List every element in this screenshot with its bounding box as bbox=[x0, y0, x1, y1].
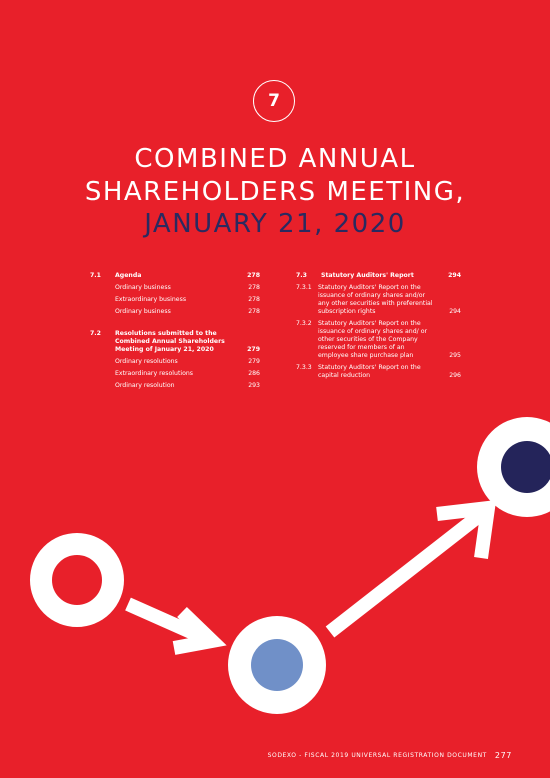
subsection-number: 7.3.1 bbox=[296, 284, 312, 291]
start-circle bbox=[41, 544, 113, 616]
subsection-page: 295 bbox=[449, 352, 461, 359]
toc-item[interactable] bbox=[90, 368, 260, 380]
chapter-number-badge: 7 bbox=[253, 80, 295, 122]
toc-section bbox=[90, 328, 260, 392]
section-page: 294 bbox=[448, 272, 461, 279]
toc-item[interactable] bbox=[90, 294, 260, 306]
item-title: Ordinary resolutions bbox=[115, 358, 178, 365]
toc-left-column bbox=[90, 270, 260, 398]
item-title: Ordinary business bbox=[115, 284, 171, 291]
item-title: Ordinary business bbox=[115, 308, 171, 315]
toc-section bbox=[296, 270, 461, 382]
page-title-line-1: COMBINED ANNUAL bbox=[134, 144, 416, 174]
section-number: 7.3 bbox=[296, 272, 307, 279]
toc-item[interactable] bbox=[90, 282, 260, 294]
middle-circle-fill bbox=[251, 639, 303, 691]
toc-subsection[interactable] bbox=[296, 318, 461, 362]
item-page: 293 bbox=[248, 382, 260, 389]
section-page: 278 bbox=[247, 272, 260, 279]
toc-section-heading[interactable] bbox=[90, 270, 260, 282]
subsection-title: Statutory Auditors' Report on the issuance of ordinary shares and/or any other securities with preferential subscription rights bbox=[318, 284, 433, 315]
item-page: 278 bbox=[248, 284, 260, 291]
page-number: 277 bbox=[494, 751, 512, 760]
toc-section-heading[interactable] bbox=[90, 328, 260, 356]
item-title: Extraordinary business bbox=[115, 296, 187, 303]
toc-subsection[interactable] bbox=[296, 362, 461, 382]
item-page: 286 bbox=[248, 370, 260, 377]
toc-item[interactable] bbox=[90, 380, 260, 392]
toc-item[interactable] bbox=[90, 306, 260, 318]
item-page: 279 bbox=[248, 358, 260, 365]
toc-item[interactable] bbox=[90, 356, 260, 368]
toc-subsection[interactable] bbox=[296, 282, 461, 318]
section-title: Statutory Auditors' Report bbox=[321, 272, 414, 279]
item-title: Ordinary resolution bbox=[115, 382, 175, 389]
footer-text: SODEXO - FISCAL 2019 UNIVERSAL REGISTRATION DOCUMENT bbox=[267, 752, 487, 759]
subsection-number: 7.3.2 bbox=[296, 320, 312, 327]
section-title: Agenda bbox=[115, 272, 142, 279]
subsection-number: 7.3.3 bbox=[296, 364, 312, 371]
subsection-page: 296 bbox=[449, 372, 461, 379]
section-number: 7.1 bbox=[90, 272, 101, 279]
arrow-shaft-2 bbox=[330, 515, 480, 632]
subsection-page: 294 bbox=[449, 308, 461, 315]
item-page: 278 bbox=[248, 308, 260, 315]
page-footer bbox=[268, 751, 512, 760]
item-page: 278 bbox=[248, 296, 260, 303]
toc-section bbox=[90, 270, 260, 318]
section-page: 279 bbox=[247, 346, 260, 353]
section-title: Resolutions submitted to the Combined Annual Shareholders Meeting of January 21, 2020 bbox=[115, 330, 225, 353]
page-title-line-2: SHAREHOLDERS MEETING, bbox=[84, 177, 466, 207]
section-number: 7.2 bbox=[90, 330, 101, 337]
page-title-date: JANUARY 21, 2020 bbox=[144, 209, 406, 239]
toc-section-heading[interactable] bbox=[296, 270, 461, 282]
item-title: Extraordinary resolutions bbox=[115, 370, 194, 377]
subsection-title: Statutory Auditors' Report on the issuance of ordinary shares and/ or other securities of the Company reserved for members of an employee share purchase plan bbox=[318, 320, 428, 359]
toc-right-column bbox=[296, 270, 461, 388]
subsection-title: Statutory Auditors' Report on the capital reduction bbox=[318, 364, 421, 379]
